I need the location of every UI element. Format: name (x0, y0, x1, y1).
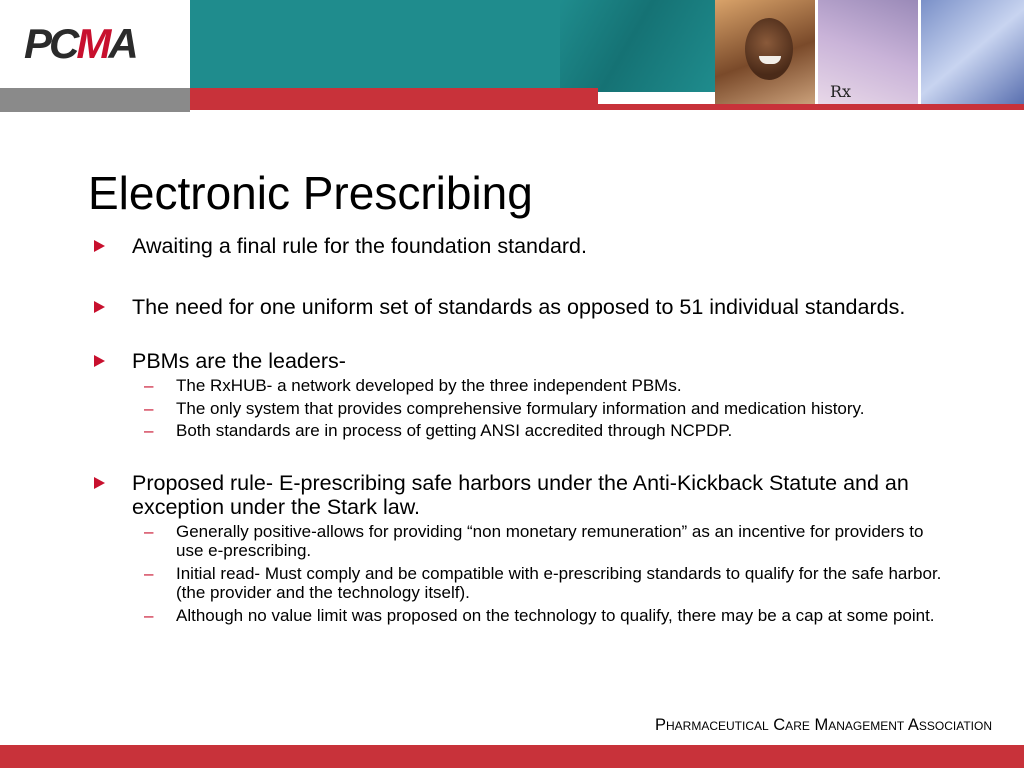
photo-pills (818, 0, 918, 104)
dash-icon: – (144, 421, 154, 440)
bullet-item (92, 471, 952, 519)
sub-bullet-text: The RxHUB- a network developed by the three independent PBMs. (176, 376, 682, 395)
sub-bullet-item (92, 421, 952, 441)
footer-red-bar (0, 745, 1024, 768)
dash-icon: – (144, 521, 154, 541)
photo-lab (921, 0, 1024, 104)
header-red-line (598, 104, 1024, 110)
dash-icon: – (144, 605, 154, 625)
rx-icon: Rx (830, 82, 852, 101)
photo-smiling-man (715, 0, 815, 104)
footer-organization: Pharmaceutical Care Management Association (655, 716, 992, 734)
triangle-right-icon (94, 301, 105, 313)
sub-bullet-item (92, 399, 952, 419)
bullet-item (92, 234, 952, 258)
header-grey-bar (0, 88, 190, 112)
dash-icon: – (144, 376, 154, 395)
sub-bullet-text: Generally positive-allows for providing “non monetary remuneration” as an incentive for providers to use e-prescribing. (176, 521, 924, 560)
logo-area (0, 0, 190, 88)
triangle-right-icon (94, 355, 105, 367)
header-teal-shade (560, 0, 715, 92)
sub-bullet-item (92, 564, 952, 603)
sub-bullet-text: Initial read- Must comply and be compatible with e-prescribing standards to qualify for the safe harbor. (the provider and the technology itself). (176, 563, 942, 602)
sub-bullet-text: Although no value limit was proposed on the technology to qualify, there may be a cap at some point. (176, 605, 935, 625)
sub-bullet-text: Both standards are in process of getting ANSI accredited through NCPDP. (176, 421, 733, 440)
triangle-right-icon (94, 477, 105, 489)
slide-content (92, 234, 952, 625)
header-red-bar (190, 88, 598, 110)
slide-header (0, 0, 1024, 112)
face-shape (745, 18, 793, 80)
bullet-text: Awaiting a final rule for the foundation standard. (132, 234, 587, 258)
bullet-item (92, 349, 952, 373)
sub-bullet-text: The only system that provides comprehensive formulary information and medication history. (176, 398, 865, 418)
triangle-right-icon (94, 240, 105, 252)
bullet-text: PBMs are the leaders- (132, 349, 346, 373)
bullet-text: The need for one uniform set of standards as opposed to 51 individual standards. (132, 295, 906, 319)
dash-icon: – (144, 563, 154, 583)
sub-bullet-item (92, 606, 952, 626)
pcma-logo: PCMA (24, 20, 136, 67)
bullet-item (92, 295, 952, 319)
sub-bullet-item (92, 522, 952, 561)
bullet-text: Proposed rule- E-prescribing safe harbors under the Anti-Kickback Statute and an exception under the Stark law. (132, 470, 909, 519)
dash-icon: – (144, 398, 154, 418)
slide-title: Electronic Prescribing (88, 167, 533, 219)
sub-bullet-item (92, 376, 952, 396)
